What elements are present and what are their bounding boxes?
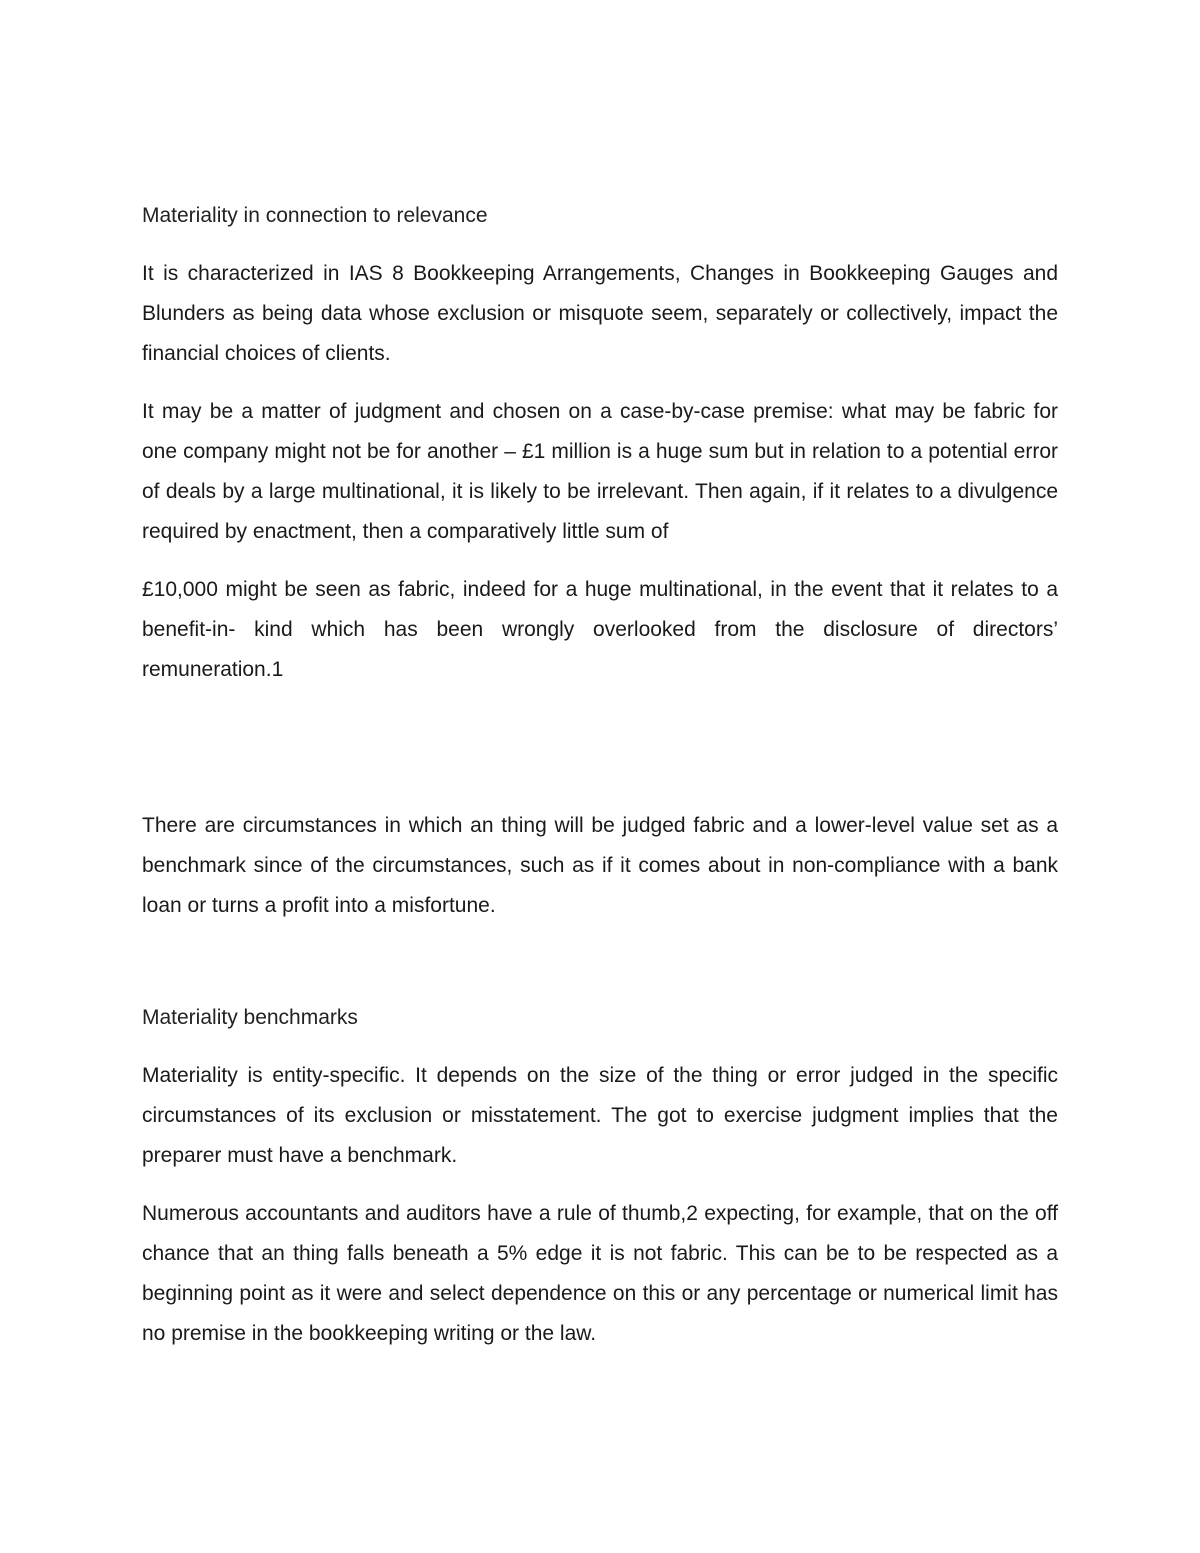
section-heading-materiality-relevance: Materiality in connection to relevance <box>142 204 488 227</box>
paragraph-judgment: It may be a matter of judgment and chosen on a case-by-case premise: what may be fabric for one company might not be for another – £1 million is a huge sum but in relation to a potential error of deals by a large multinational, it is likely to be irrelevant. Then again, if it relates to a divulgence required by enactment, then a comparatively little sum of <box>142 400 1058 543</box>
document-page <box>142 196 1058 1354</box>
section-heading-materiality-benchmarks: Materiality benchmarks <box>142 1006 358 1029</box>
paragraph-rule-of-thumb: Numerous accountants and auditors have a rule of thumb,2 expecting, for example, that on the off chance that an thing falls beneath a 5% edge it is not fabric. This can be to be respected as a beginning point as it were and select dependence on this or any percentage or numerical limit has no premise in the bookkeeping writing or the law. <box>142 1202 1058 1345</box>
paragraph-entity-specific: Materiality is entity-specific. It depends on the size of the thing or error judged in the specific circumstances of its exclusion or misstatement. The got to exercise judgment implies that the preparer must have a benchmark. <box>142 1064 1058 1167</box>
paragraph-circumstances: There are circumstances in which an thing will be judged fabric and a lower-level value set as a benchmark since of the circumstances, such as if it comes about in non-compliance with a bank loan or turns a profit into a misfortune. <box>142 814 1058 917</box>
paragraph-benefit-in-kind: £10,000 might be seen as fabric, indeed for a huge multinational, in the event that it relates to a benefit-in- kind which has been wrongly overlooked from the disclosure of directors’ remuneration.1 <box>142 578 1058 681</box>
paragraph-ias8-definition: It is characterized in IAS 8 Bookkeeping Arrangements, Changes in Bookkeeping Gauges and Blunders as being data whose exclusion or misquote seem, separately or collectively, impact the financial choices of clients. <box>142 262 1058 365</box>
